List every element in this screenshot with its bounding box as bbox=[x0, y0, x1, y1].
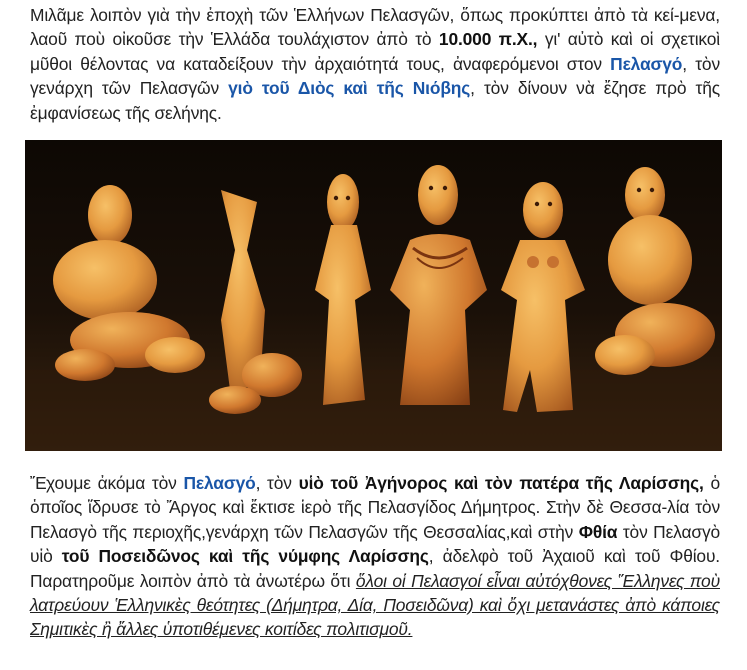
p1-text-3: , τὸν γενάρχη τῶν Πελασγῶν bbox=[30, 53, 720, 99]
paragraph-pelasgos-son-of-agenor bbox=[30, 471, 720, 642]
p1-text-2: γι' αὐτὸ καὶ οἱ σχετικοὶ μῦθοι θέλοντας να καταδείξουν τὴν ἀρχαιότητά τους, ἀναφερόμενοι στον bbox=[30, 29, 720, 74]
p2-text-5: , ἀδελφὸ τοῦ Ἀχαιοῦ καὶ τοῦ Φθίου. Παρατηροῦμε λοιπὸν ἀπὸ τὰ ἀνωτέρω ὅτι bbox=[30, 546, 720, 591]
p2-text-3: ὁ ὁποῖος ἵδρυσε τὸ Ἄργος καὶ ἔκτισε ἱερὸ τῆς Πελασγίδος Δήμητρος. Στὴν δὲ Θεσσα-λία τὸν Πελασγὸ τῆς περιοχῆς,γενάρχη τῶν Πελασγῶν τῆς Θεσσαλίας,καὶ στὴν bbox=[30, 473, 720, 542]
p2-text-4: τὸν Πελασγὸ υἱὸ bbox=[30, 521, 721, 567]
p2-text-1: Ἔχουμε ἀκόμα τὸν bbox=[30, 473, 184, 493]
link-pelasgos-2[interactable]: Πελασγό bbox=[183, 473, 256, 493]
p1-date-bold: 10.000 π.Χ., bbox=[438, 29, 538, 50]
p2-text-2: , τὸν bbox=[255, 473, 299, 493]
p2-bold-poseidon: τοῦ Ποσειδῶνος καὶ τῆς νύμφης Λαρίσσης bbox=[61, 546, 429, 567]
paragraph-pelasgians-era bbox=[30, 3, 720, 125]
p1-text-1: Μιλᾶμε λοιπὸν γιὰ τὴν ἐποχὴ τῶν Ἑλλήνων Πελασγῶν, ὅπως προκύπτει ἀπὸ τὰ κεί-μενα, λαοῦ ποὺ οἰκοῦσε τὴν Ἑλλάδα τουλάχιστον ἀπὸ τὸ bbox=[30, 5, 720, 50]
neolithic-figurines-image bbox=[25, 140, 722, 451]
figurines-photo bbox=[25, 140, 722, 451]
p2-bold-son-of-agenor: υἱὸ τοῦ Ἀγήνορος καὶ τὸν πατέρα τῆς Λαρίσσης, bbox=[298, 473, 704, 493]
link-pelasgos[interactable]: Πελασγό bbox=[610, 53, 683, 74]
p2-bold-fthia: Φθία bbox=[578, 521, 618, 542]
p2-underlined-conclusion: ὅλοι οἱ Πελασγοί εἶναι αὐτόχθονες Ἕλληνες ποὺ λατρεύουν Ἑλληνικὲς θεότητες (Δήμητρα, Δία, Ποσειδῶνα) καὶ ὄχι μετανάστες ἀπὸ κάποιες Σημιτικὲς ἢ ἄλλες ὑποτιθέμενες κοιτίδες πολιτισμοῦ. bbox=[30, 570, 720, 640]
link-son-of-zeus-niobe[interactable]: γιὸ τοῦ Διὸς καὶ τῆς Νιόβης bbox=[228, 78, 471, 99]
p1-text-4: , τὸν δίνουν νὰ ἔζησε πρὸ τῆς ἐμφανίσεως τῆς σελήνης. bbox=[30, 78, 720, 123]
